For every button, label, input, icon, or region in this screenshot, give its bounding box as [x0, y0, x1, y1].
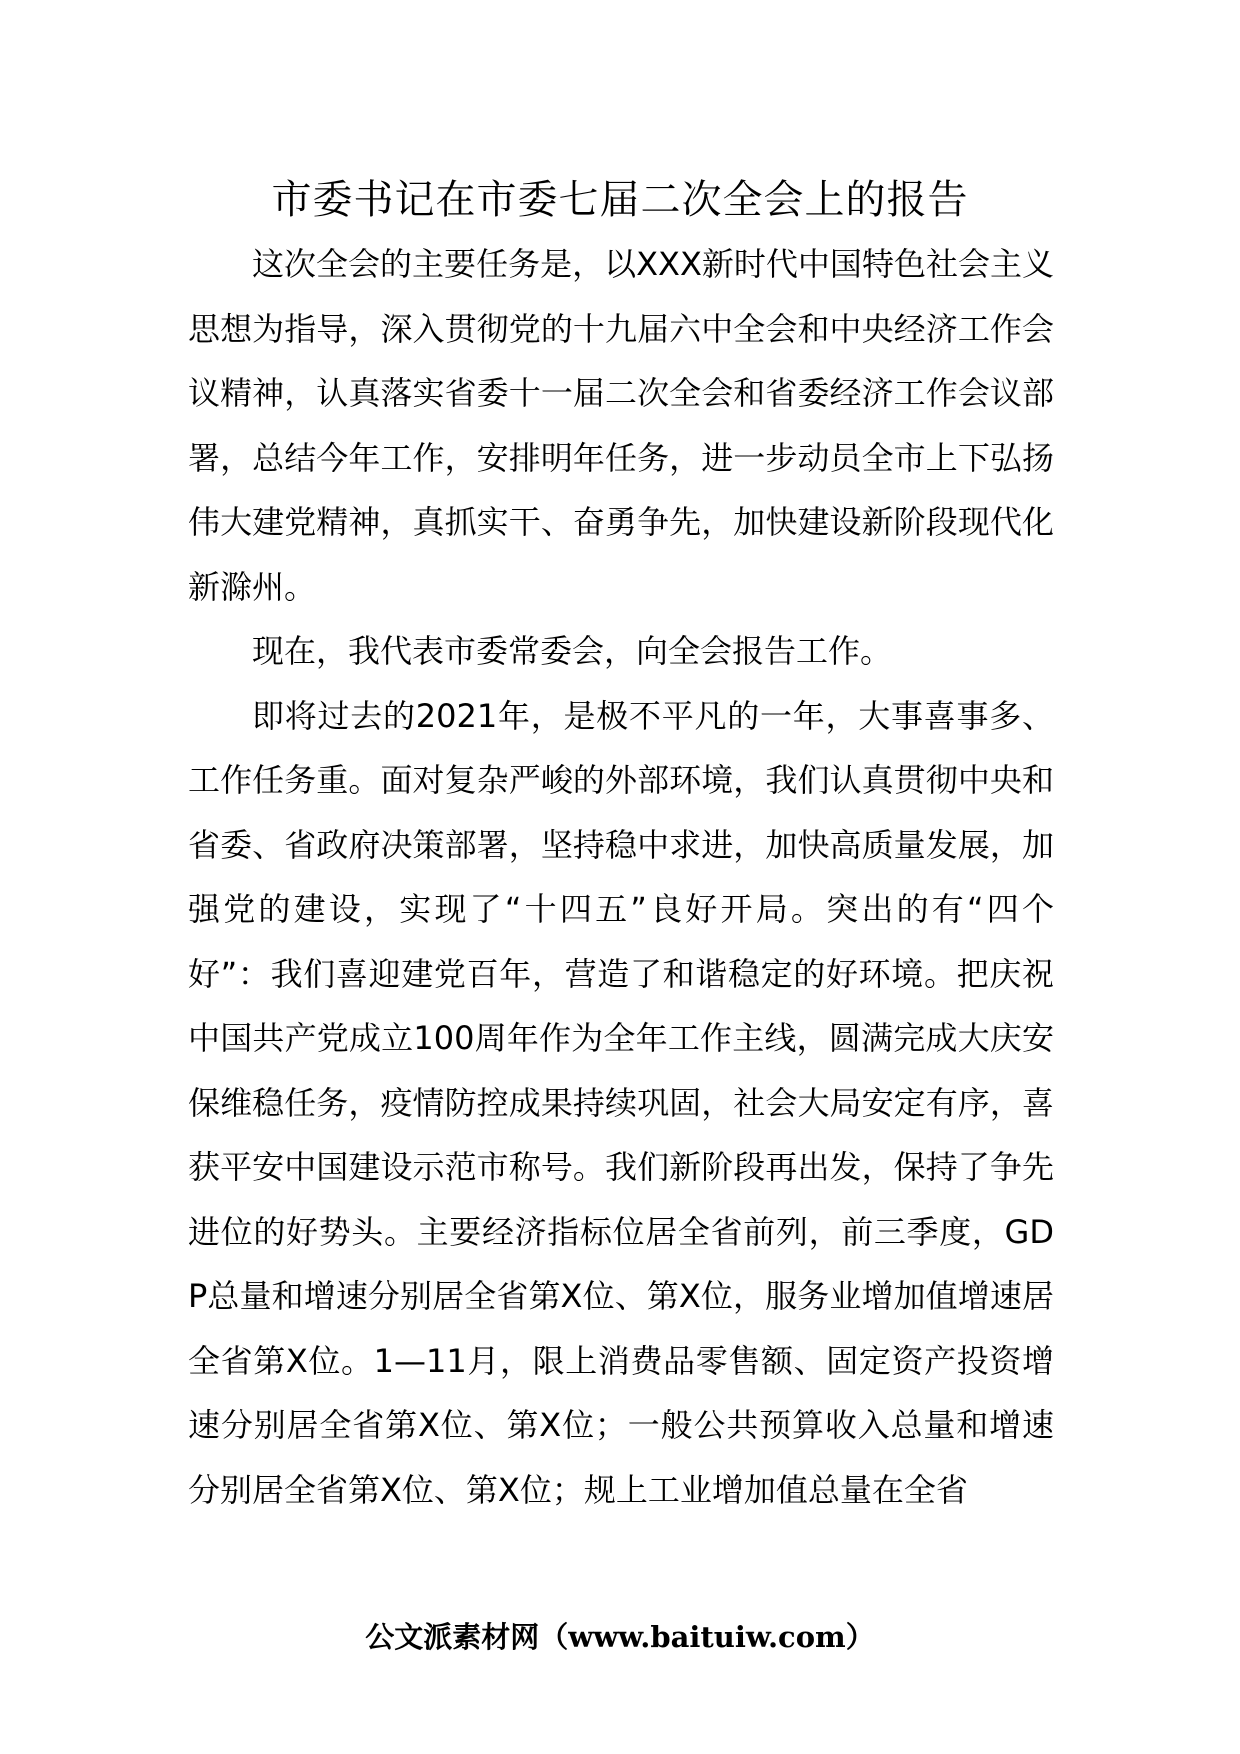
paragraph-3: 即将过去的2021年，是极不平凡的一年，大事喜事多、工作任务重。面对复杂严峻的外部环境，我们认真贯彻中央和省委、省政府决策部署，坚持稳中求进，加快高质量发展，加强党的建设，实现了“十四五”良好开局。突出的有“四个好”：我们喜迎建党百年，营造了和谐稳定的好环境。把庆祝中国共产党成立100周年作为全年工作主线，圆满完成大庆安保维稳任务，疫情防控成果持续巩固，社会大局安定有序，喜获平安中国建设示范市称号。我们新阶段再出发，保持了争先进位的好势头。主要经济指标位居全省前列，前三季度，GDP总量和增速分别居全省第X位、第X位，服务业增加值增速居全省第X位。1—11月，限上消费品零售额、固定资产投资增速分别居全省第X位、第X位；一般公共预算收入总量和增速分别居全省第X位、第X位；规上工业增加值总量在全省: [188, 696, 1054, 1509]
footer-source-text: 公文派素材网（www.baituiw.com）: [365, 1620, 875, 1654]
paragraph-2: 现在，我代表市委常委会，向全会报告工作。: [252, 632, 893, 670]
document-title: 市委书记在市委七届二次全会上的报告: [271, 177, 969, 223]
document-body: [188, 232, 1054, 1522]
paragraph-1: 这次全会的主要任务是，以XXX新时代中国特色社会主义思想为指导，深入贯彻党的十九届六中全会和中央经济工作会议精神，认真落实省委十一届二次全会和省委经济工作会议部署，总结今年工作，安排明年任务，进一步动员全市上下弘扬伟大建党精神，真抓实干、奋勇争先，加快建设新阶段现代化新滁州。: [188, 245, 1054, 606]
